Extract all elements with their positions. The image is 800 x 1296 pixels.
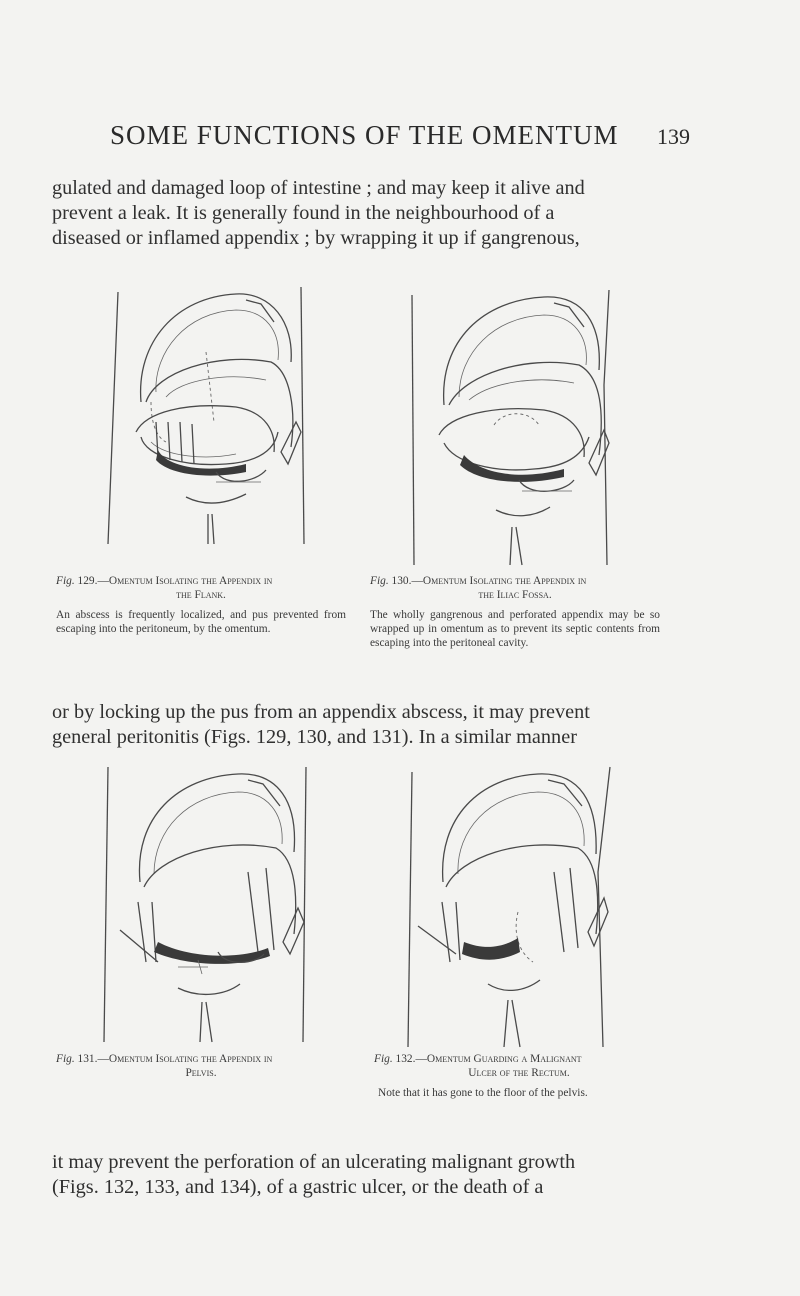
figure-title-continued: Pelvis. — [185, 1067, 217, 1079]
figure-129-illustration — [96, 282, 316, 572]
figure-title: —Omentum Isolating the Appendix in — [97, 575, 273, 587]
text-line: (Figs. 132, 133, and 134), of a gastric ulcer, or the death of a — [52, 1176, 544, 1198]
paragraph-top — [52, 176, 750, 251]
figure-title-continued: Ulcer of the Rectum. — [468, 1067, 570, 1079]
text-line: or by locking up the pus from an appendix abscess, it may prevent — [52, 701, 590, 723]
figure-number: 132. — [395, 1053, 416, 1065]
text-line: gulated and damaged loop of intestine ; and may keep it alive and — [52, 177, 585, 199]
figure-130-illustration — [404, 285, 624, 570]
running-header — [110, 120, 690, 160]
figure-label: Fig. — [370, 575, 389, 587]
figure-title-continued: the Iliac Fossa. — [478, 589, 552, 601]
figure-description: An abscess is frequently localized, and pus prevented from escaping into the peritoneum, by the omentum. — [56, 609, 346, 635]
figure-number: 131. — [77, 1053, 98, 1065]
figure-number: 130. — [391, 575, 412, 587]
text-line: general peritonitis (Figs. 129, 130, and 131). In a similar manner — [52, 726, 577, 748]
paragraph-bottom — [52, 1150, 750, 1200]
figure-title: —Omentum Isolating the Appendix in — [411, 575, 587, 587]
figure-132-caption — [374, 1052, 664, 1100]
figure-131-illustration — [98, 762, 318, 1047]
figure-129-caption — [56, 574, 346, 636]
figure-131-caption — [56, 1052, 346, 1080]
figure-number: 129. — [77, 575, 98, 587]
page-number: 139 — [657, 124, 690, 149]
figure-title: —Omentum Isolating the Appendix in — [97, 1053, 273, 1065]
figure-130-caption — [370, 574, 660, 650]
text-line: diseased or inflamed appendix ; by wrapping it up if gangrenous, — [52, 227, 580, 249]
text-line: it may prevent the perforation of an ulcerating malignant growth — [52, 1151, 576, 1173]
figure-132-illustration — [398, 762, 618, 1052]
figure-title: —Omentum Guarding a Malignant — [415, 1053, 582, 1065]
running-title: SOME FUNCTIONS OF THE OMENTUM — [110, 120, 619, 150]
figure-label: Fig. — [374, 1053, 393, 1065]
figure-title-continued: the Flank. — [176, 589, 226, 601]
figure-label: Fig. — [56, 575, 75, 587]
figure-label: Fig. — [56, 1053, 75, 1065]
paragraph-middle — [52, 700, 750, 750]
text-line: prevent a leak. It is generally found in the neighbourhood of a — [52, 202, 555, 224]
figure-description: Note that it has gone to the floor of the pelvis. — [378, 1087, 588, 1099]
figure-description: The wholly gangrenous and perforated appendix may be so wrapped up in omentum as to prevent its septic contents from escaping into the peritoneal cavity. — [370, 609, 660, 649]
